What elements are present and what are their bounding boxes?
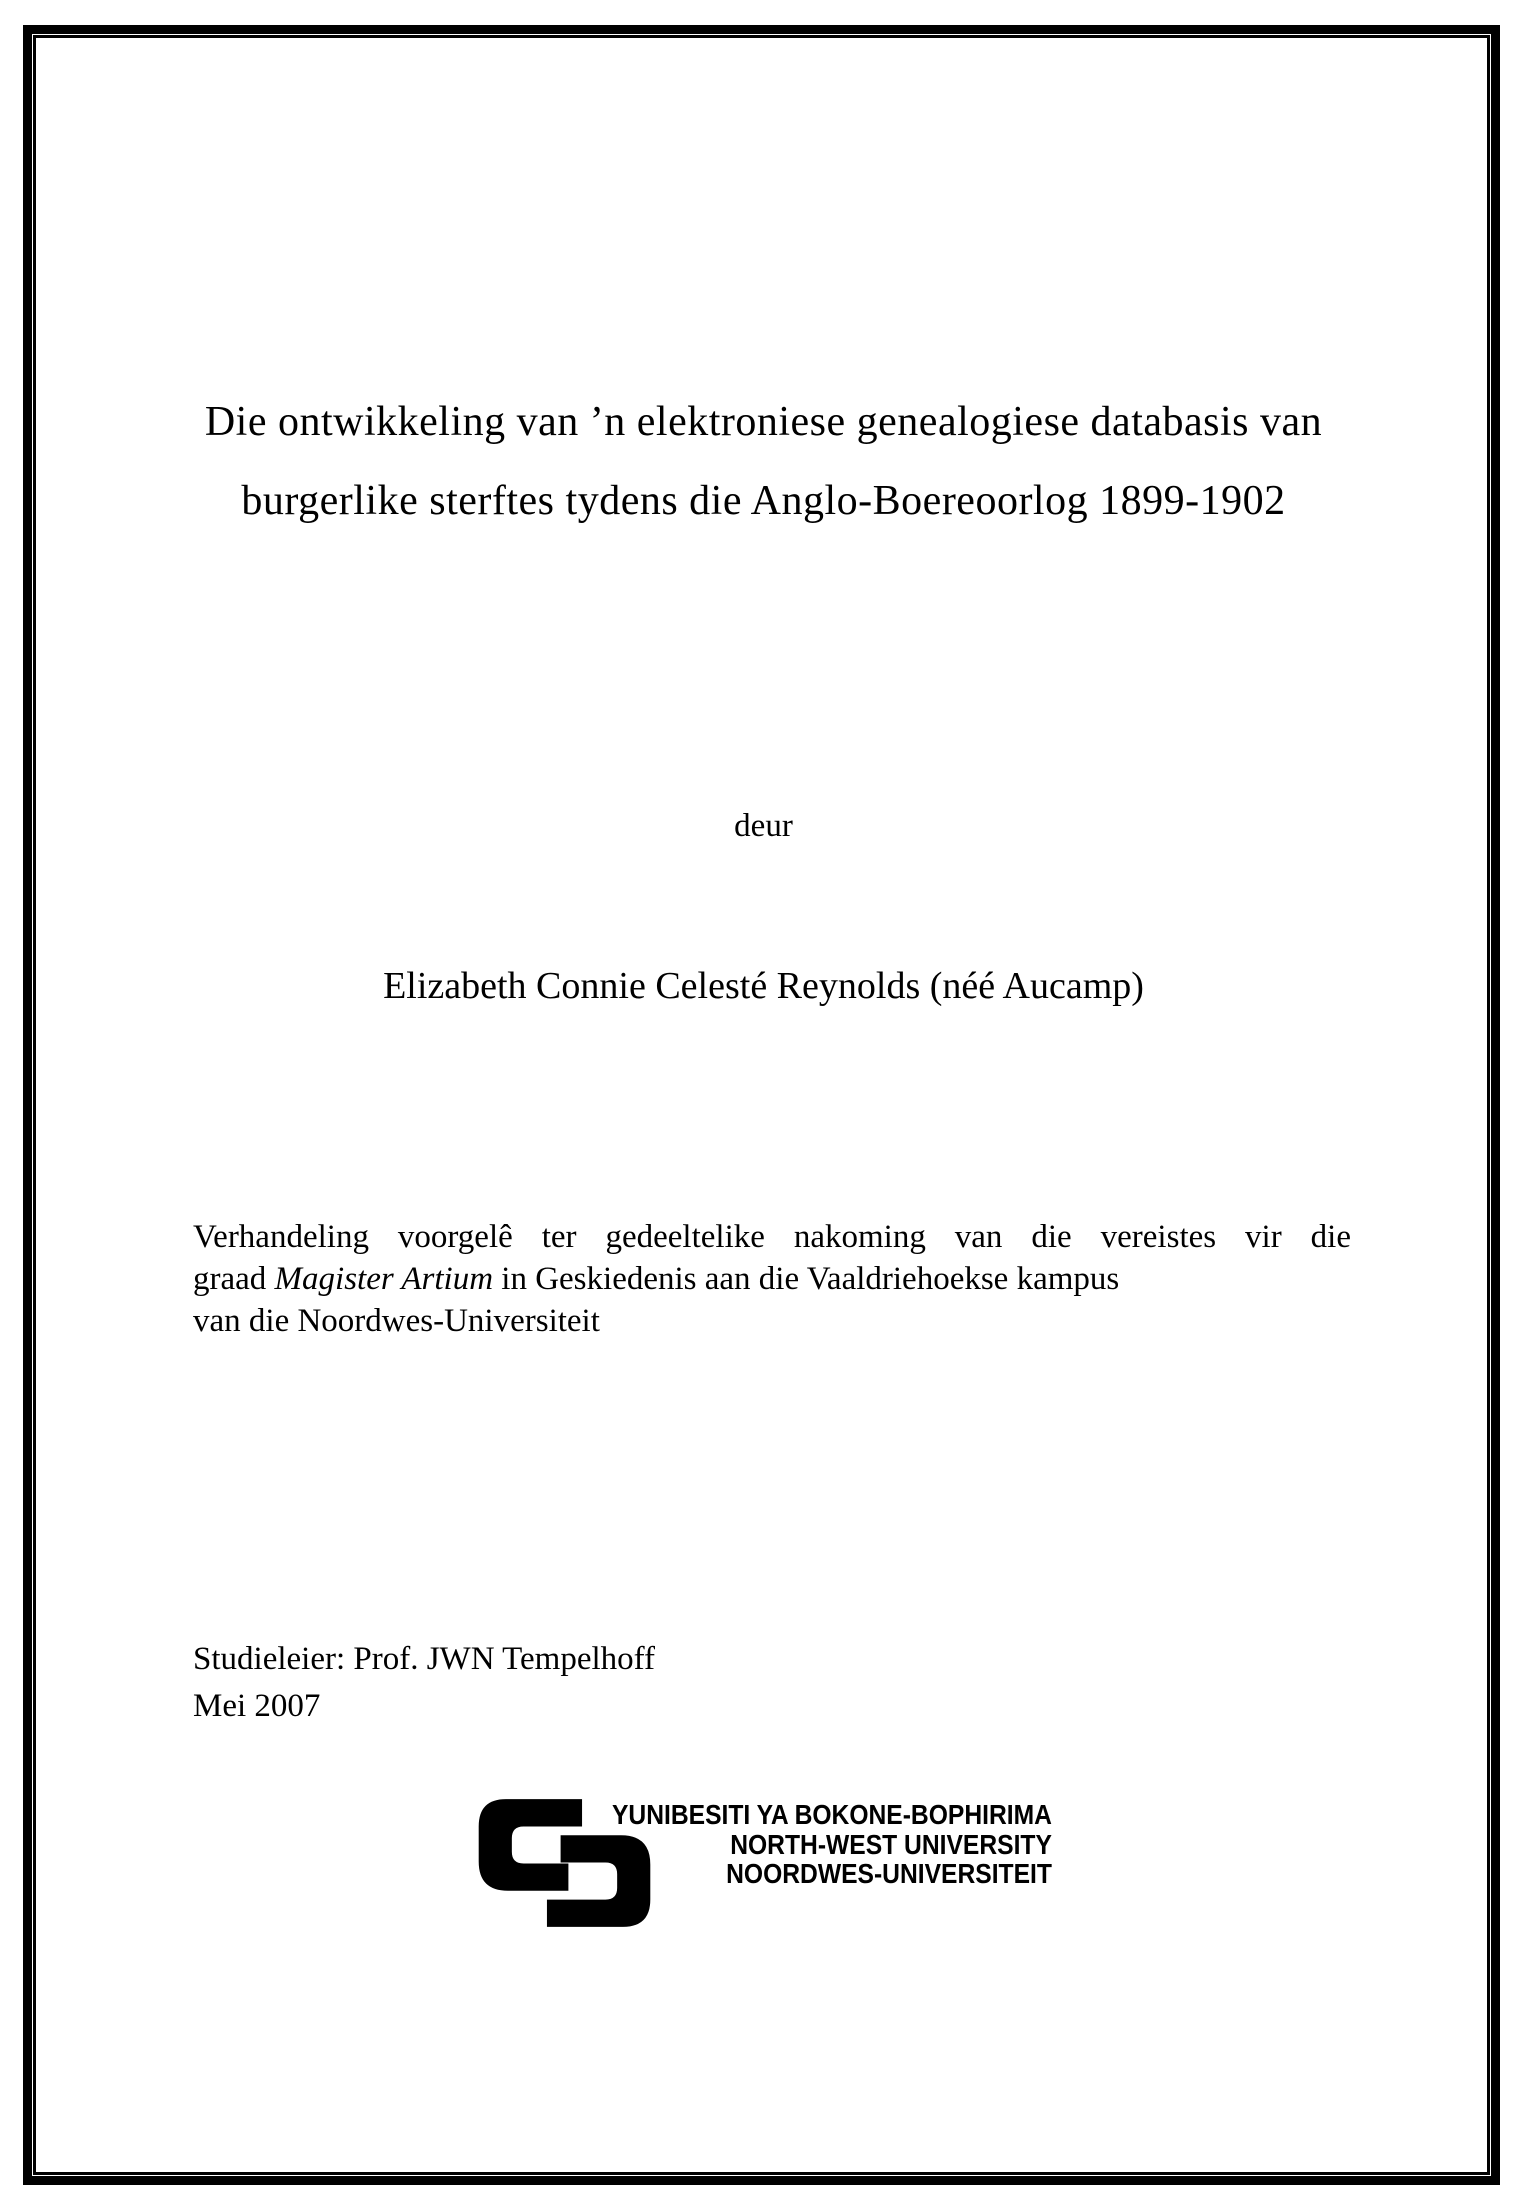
date-line: Mei 2007 [193,1688,321,1724]
supervisor-line: Studieleier: Prof. JWN Tempelhoff [193,1641,656,1677]
degree-statement-line2 [193,1258,1351,1300]
author-name: Elizabeth Connie Celesté Reynolds (néé Aucamp) [383,965,1144,1007]
thesis-title-line1: Die ontwikkeling van ’n elektroniese genealogiese databasis van [204,399,1323,445]
university-logo-line3: NOORDWES-UNIVERSITEIT [726,1858,1052,1889]
degree-statement [193,1216,1351,1342]
byline: deur [734,808,793,844]
thesis-title-line2: burgerlike sterftes tydens die Anglo-Boereoorlog 1899-1902 [241,478,1286,524]
university-logo-line2: NORTH-WEST UNIVERSITY [730,1828,1052,1860]
university-logo-line1: YUNIBESITI YA BOKONE-BOPHIRIMA [612,1799,1052,1830]
university-logo-text [612,1800,1052,1889]
supervisor-block [193,1636,1093,1730]
degree-statement-line2-post: in Geskiedenis aan die Vaaldriehoekse kampus [493,1261,1120,1297]
degree-statement-line3: van die Noordwes-Universiteit [193,1303,600,1339]
degree-statement-line2-pre: graad [193,1261,275,1297]
thesis-title [0,383,1527,541]
degree-statement-line1: Verhandeling voorgelê ter gedeeltelike nakoming van die vereistes vir die [193,1219,1351,1255]
degree-name-italic: Magister Artium [274,1261,494,1297]
